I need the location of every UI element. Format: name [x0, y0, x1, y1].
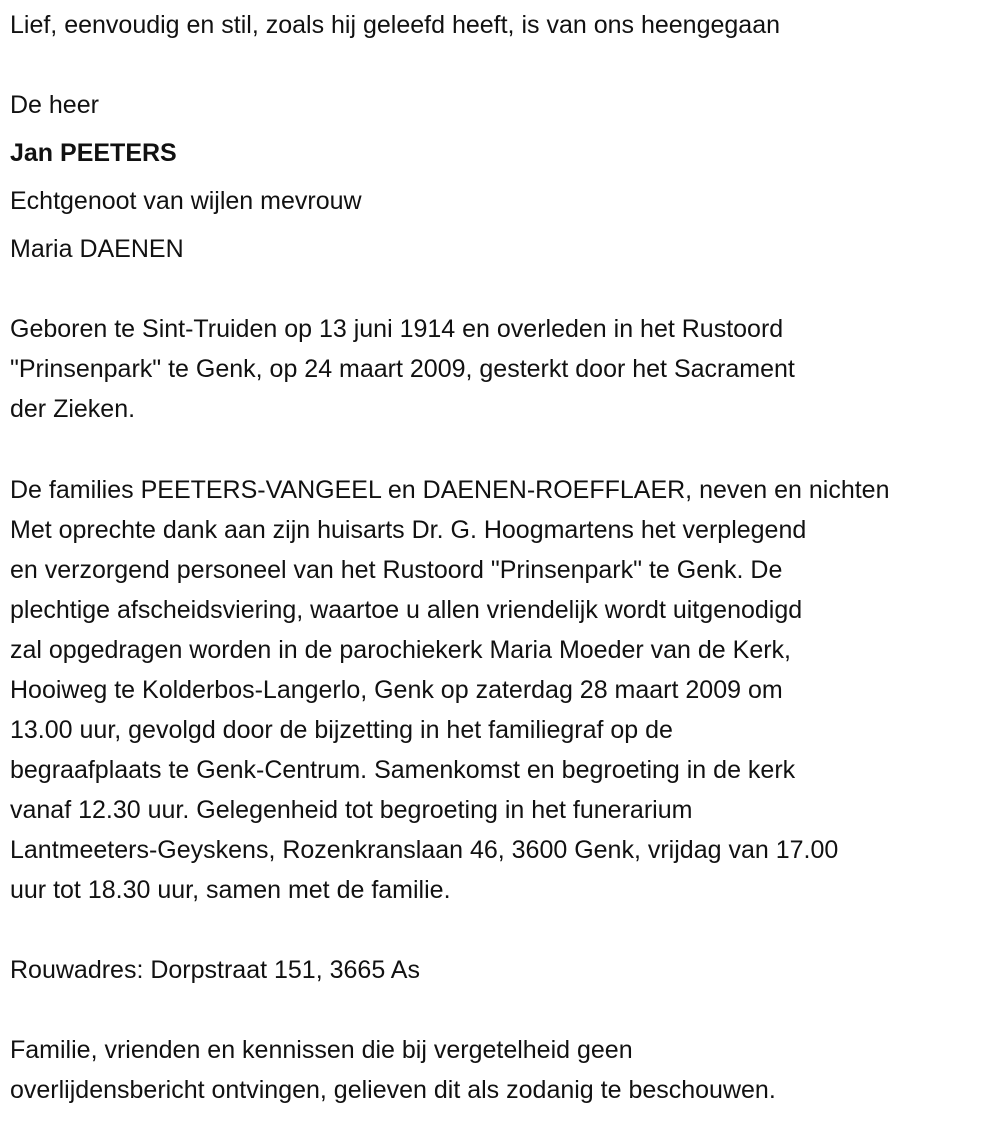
text-line: vanaf 12.30 uur. Gelegenheid tot begroeting in het funerarium	[10, 796, 693, 824]
relation: Echtgenoot van wijlen mevrouw	[10, 187, 362, 215]
text-line: zal opgedragen worden in de parochiekerk Maria Moeder van de Kerk,	[10, 636, 792, 664]
text-line: begraafplaats te Genk-Centrum. Samenkomst en begroeting in de kerk	[10, 756, 796, 784]
deceased-header	[10, 85, 1000, 277]
text-line: Lantmeeters-Geyskens, Rozenkranslaan 46, 3600 Genk, vrijdag van 17.00	[10, 836, 839, 864]
text-line: Hooiweg te Kolderbos-Langerlo, Genk op zaterdag 28 maart 2009 om	[10, 676, 783, 704]
salutation: De heer	[10, 91, 99, 119]
birth-death-paragraph	[10, 309, 1000, 429]
text-line: De families PEETERS-VANGEEL en DAENEN-ROEFFLAER, neven en nichten	[10, 476, 890, 504]
text-line: Geboren te Sint-Truiden op 13 juni 1914 en overleden in het Rustoord	[10, 315, 784, 343]
intro-line: Lief, eenvoudig en stil, zoals hij geleefd heeft, is van ons heengegaan	[10, 11, 780, 39]
text-line: plechtige afscheidsviering, waartoe u allen vriendelijk wordt uitgenodigd	[10, 596, 803, 624]
text-line: en verzorgend personeel van het Rustoord "Prinsenpark" te Genk. De	[10, 556, 783, 584]
closing-paragraph	[10, 1030, 1000, 1110]
text-line: der Zieken.	[10, 395, 136, 423]
text-line: "Prinsenpark" te Genk, op 24 maart 2009, gesterkt door het Sacrament	[10, 355, 795, 383]
text-line: Familie, vrienden en kennissen die bij vergetelheid geen	[10, 1036, 633, 1064]
mourning-address: Rouwadres: Dorpstraat 151, 3665 As	[10, 956, 420, 984]
text-line: 13.00 uur, gevolgd door de bijzetting in het familiegraf op de	[10, 716, 673, 744]
spouse-name: Maria DAENEN	[10, 235, 184, 263]
text-line: Met oprechte dank aan zijn huisarts Dr. G. Hoogmartens het verplegend	[10, 516, 807, 544]
text-line: overlijdensbericht ontvingen, gelieven dit als zodanig te beschouwen.	[10, 1076, 776, 1104]
text-line: uur tot 18.30 uur, samen met de familie.	[10, 876, 451, 904]
deceased-name: Jan PEETERS	[10, 139, 177, 167]
families-paragraph	[10, 470, 1000, 910]
